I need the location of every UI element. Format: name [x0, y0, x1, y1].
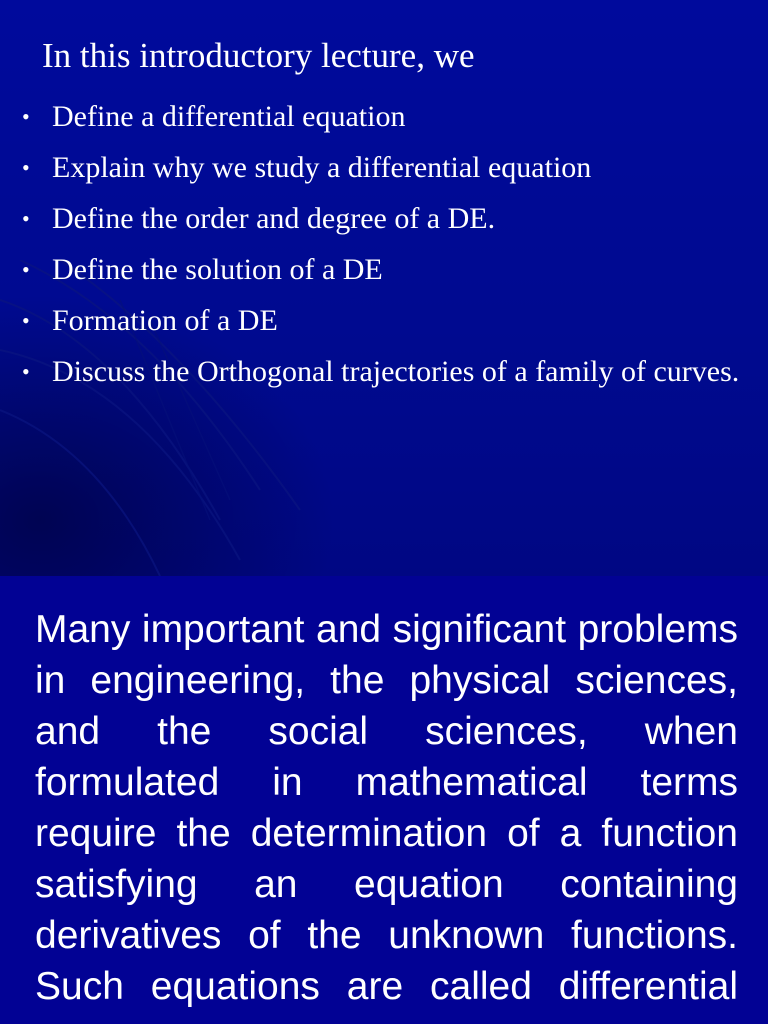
slide-title: In this introductory lecture, we [42, 36, 475, 75]
bullet-icon: • [22, 308, 30, 333]
bullet-text: Explain why we study a differential equation [52, 151, 592, 184]
bullet-item [22, 355, 742, 406]
bullet-text: Define the order and degree of a DE. [52, 202, 496, 235]
bullet-icon: • [22, 257, 30, 282]
bullet-icon: • [22, 104, 30, 129]
bullet-icon: • [22, 206, 30, 231]
bullet-item [22, 100, 742, 151]
bullet-text: Formation of a DE [52, 304, 278, 337]
bullet-text: Define a differential equation [52, 100, 406, 133]
slide-body [0, 576, 768, 1024]
bullet-item [22, 151, 742, 202]
bullet-icon: • [22, 155, 30, 180]
bullet-text: Define the solution of a DE [52, 253, 383, 286]
bullet-item [22, 253, 742, 304]
bullet-text: Discuss the Orthogonal trajectories of a family of curves. [52, 355, 740, 388]
body-paragraph: Many important and significant problems in engineering, the physical sciences, and the social sciences, when formulated in mathematical terms require the determination of a function satisfying an equation containing derivatives of the unknown functions. Such equations are called differential [35, 608, 738, 1008]
bullet-item [22, 202, 742, 253]
bullet-item [22, 304, 742, 355]
bullet-list [22, 100, 742, 406]
bullet-icon: • [22, 359, 30, 384]
